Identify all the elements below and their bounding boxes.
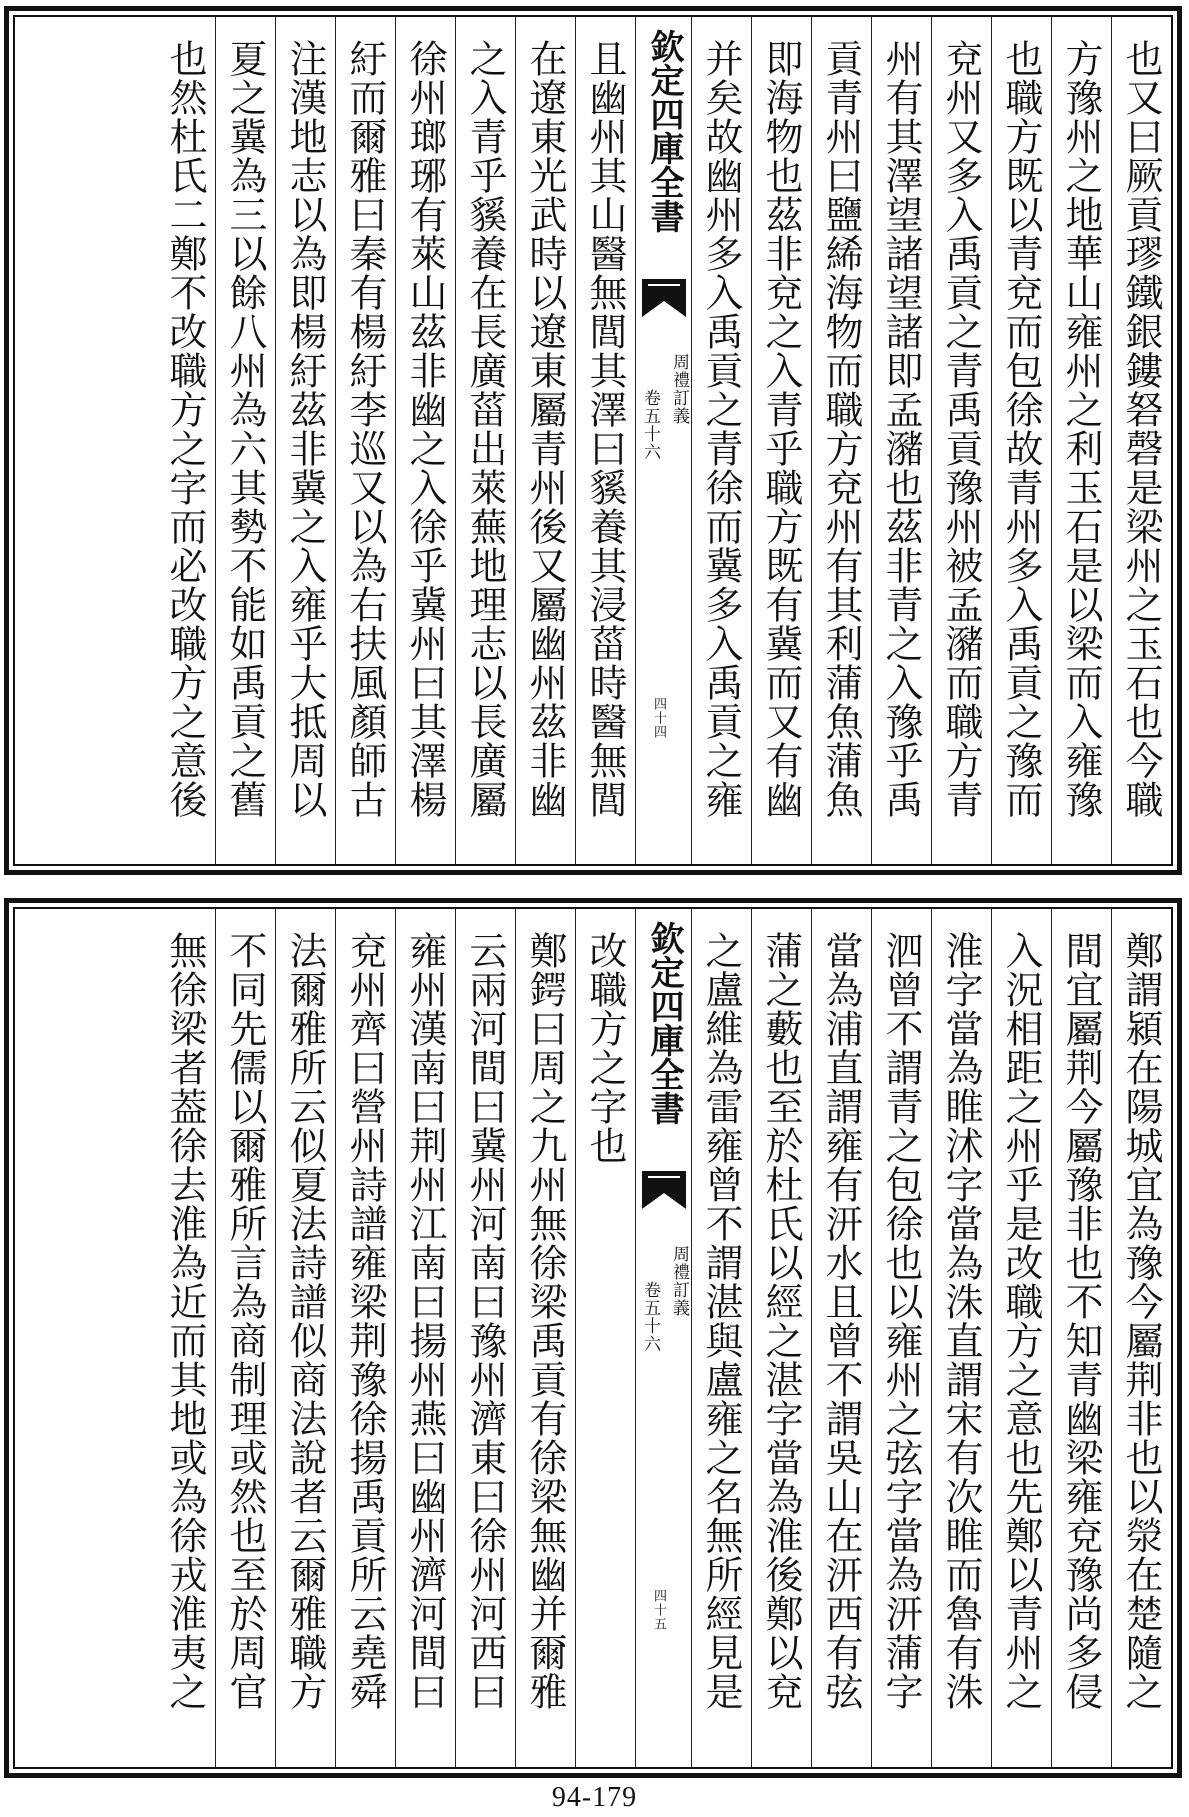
text-column: 間宜屬荆今屬豫非也不知青幽梁雍兗豫尚多侵 (1051, 909, 1111, 1767)
text-column: 之入青乎貕養在長廣菑出萊蕪地理志以長廣屬 (455, 17, 515, 864)
text-column: 兗州又多入禹貢之青禹貢豫州被孟瀦而職方青 (931, 17, 991, 864)
center-fold-header (635, 17, 691, 864)
book-title: 周禮訂義 (669, 1245, 689, 1317)
text-column: 夏之冀為三以餘八州為六其勢不能如禹貢之舊 (215, 17, 275, 864)
text-column: 入況相距之州乎是改職方之意也先鄭以青州之 (991, 909, 1051, 1767)
volume-number: 卷五十六 (640, 389, 660, 461)
text-column: 并矣故幽州多入禹貢之青徐而冀多入禹貢之雍 (691, 17, 751, 864)
text-column: 法爾雅所云似夏法詩譜似商法說者云爾雅職方 (275, 909, 335, 1767)
text-column: 淮字當為睢沭字當為洙直謂宋有次睢而魯有洙 (931, 909, 991, 1767)
collection-title: 欽定四庫全書 (644, 29, 684, 233)
text-column: 即海物也茲非兗之入青乎職方既有冀而又有幽 (751, 17, 811, 864)
text-column: 注漢地志以為即楊紆茲非冀之入雍乎大抵周以 (275, 17, 335, 864)
folio-number: 94-179 (551, 1782, 638, 1813)
text-column: 泗曾不謂青之包徐也以雍州之弦字當為汧蒲字 (871, 909, 931, 1767)
bottom-leaf-columns (15, 909, 1171, 1767)
text-column: 之盧維為雷雍曾不謂湛與盧雍之名無所經見是 (691, 909, 751, 1767)
text-column: 也然杜氏二鄭不改職方之字而必改職方之意後 (163, 39, 207, 819)
book-title: 周禮訂義 (669, 353, 689, 425)
text-column: 紆而爾雅曰秦有楊紆李巡又以為右扶風顏師古 (335, 17, 395, 864)
text-column: 不同先儒以爾雅所言為商制理或然也至於周官 (215, 909, 275, 1767)
text-column: 云兩河間曰冀州河南曰豫州濟東曰徐州河西曰 (455, 909, 515, 1767)
bottom-leaf (4, 898, 1182, 1778)
text-column: 徐州瑯琊有萊山茲非幽之入徐乎冀州曰其澤楊 (395, 17, 455, 864)
leaf-number: 四十五 (651, 1589, 666, 1631)
collection-title: 欽定四庫全書 (644, 921, 684, 1125)
text-column: 且幽州其山醫無閭其澤曰貕養其浸菑時醫無閭 (575, 17, 635, 864)
top-leaf-frame (13, 15, 1173, 866)
top-leaf (4, 6, 1182, 875)
text-column: 當為浦直謂雍有汧水且曾不謂吳山在汧西有弦 (811, 909, 871, 1767)
top-leaf-columns (15, 17, 1171, 864)
text-column: 鄭鍔曰周之九州無徐梁禹貢有徐梁無幽并爾雅 (515, 909, 575, 1767)
text-column: 在遼東光武時以遼東屬青州後又屬幽州茲非幽 (515, 17, 575, 864)
text-column: 蒲之藪也至於杜氏以經之湛字當為淮後鄭以兗 (751, 909, 811, 1767)
text-column: 州有其澤望諸望諸即孟瀦也茲非青之入豫乎禹 (871, 17, 931, 864)
text-column: 也又曰厥貢璆鐵銀鏤砮磬是梁州之玉石也今職 (1111, 17, 1171, 864)
text-column: 兗州齊曰營州詩譜雍梁荆豫徐揚禹貢所云堯舜 (335, 909, 395, 1767)
text-column: 貢青州曰鹽絺海物而職方兗州有其利蒲魚蒲魚 (811, 17, 871, 864)
volume-number: 卷五十六 (640, 1281, 660, 1353)
text-column: 改職方之字也 (575, 909, 635, 1767)
fish-tail-mark-icon (640, 1167, 688, 1213)
text-column: 雍州漢南曰荆州江南曰揚州燕曰幽州濟河間曰 (395, 909, 455, 1767)
leaf-number: 四十四 (651, 697, 666, 739)
fish-tail-mark-icon (640, 275, 688, 321)
text-column: 鄭謂潁在陽城宜為豫今屬荆非也以滎在楚隨之 (1111, 909, 1171, 1767)
text-column: 方豫州之地華山雍州之利玉石是以梁而入雍豫 (1051, 17, 1111, 864)
text-column: 無徐梁者葢徐去淮為近而其地或為徐戎淮夷之 (163, 931, 207, 1711)
bottom-leaf-frame (13, 907, 1173, 1769)
text-column: 也職方既以青兗而包徐故青州多入禹貢之豫而 (991, 17, 1051, 864)
center-fold-header (635, 909, 691, 1767)
